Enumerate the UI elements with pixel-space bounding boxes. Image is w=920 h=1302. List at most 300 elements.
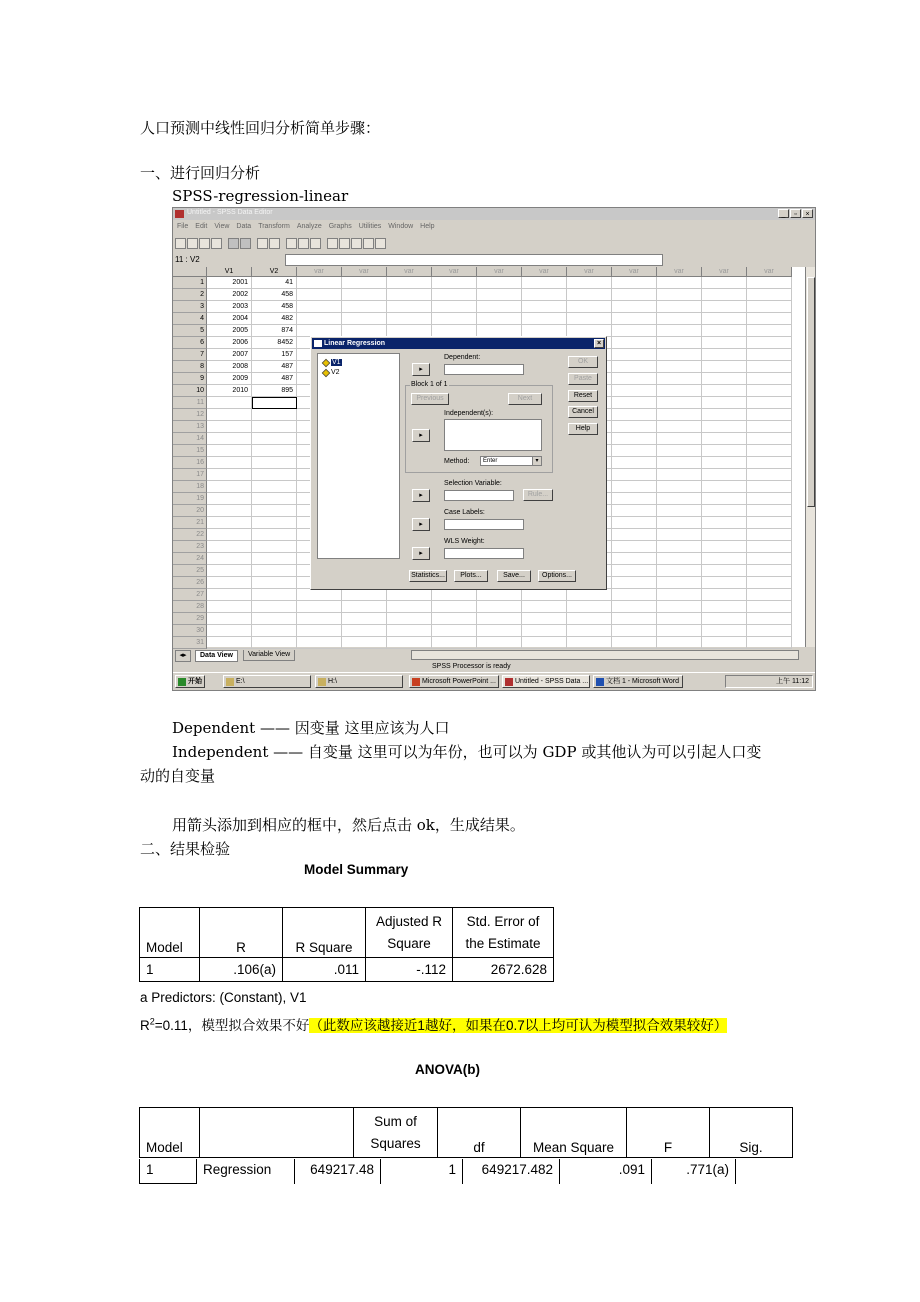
table-cell[interactable]	[252, 481, 297, 493]
menu-data[interactable]: Data	[236, 223, 252, 230]
table-cell[interactable]	[747, 589, 792, 601]
table-cell[interactable]	[702, 457, 747, 469]
table-cell[interactable]	[657, 361, 702, 373]
table-cell[interactable]	[702, 541, 747, 553]
table-cell[interactable]	[702, 469, 747, 481]
plots-button[interactable]: Plots...	[454, 570, 488, 582]
row-header[interactable]: 22	[173, 529, 207, 541]
table-cell[interactable]	[657, 373, 702, 385]
table-cell[interactable]	[612, 457, 657, 469]
table-cell[interactable]: 874	[252, 325, 297, 337]
table-cell[interactable]	[657, 385, 702, 397]
insert-case-icon[interactable]	[298, 238, 309, 249]
column-header[interactable]: V1	[207, 267, 252, 277]
table-cell[interactable]	[747, 313, 792, 325]
table-cell[interactable]	[612, 577, 657, 589]
table-cell[interactable]	[477, 301, 522, 313]
table-cell[interactable]	[477, 613, 522, 625]
move-case-labels-arrow-icon[interactable]: ▸	[412, 518, 430, 531]
menu-transform[interactable]: Transform	[258, 223, 290, 230]
table-cell[interactable]	[252, 493, 297, 505]
table-cell[interactable]	[702, 361, 747, 373]
table-cell[interactable]	[207, 421, 252, 433]
column-header[interactable]: var	[432, 267, 477, 277]
table-cell[interactable]: 895	[252, 385, 297, 397]
variable-v1[interactable]: V1	[321, 358, 342, 367]
save-icon[interactable]	[187, 238, 198, 249]
table-cell[interactable]	[702, 481, 747, 493]
table-cell[interactable]	[387, 601, 432, 613]
table-cell[interactable]	[612, 409, 657, 421]
table-cell[interactable]	[657, 433, 702, 445]
table-cell[interactable]	[657, 613, 702, 625]
table-cell[interactable]	[522, 625, 567, 637]
table-cell[interactable]	[342, 277, 387, 289]
table-cell[interactable]	[207, 553, 252, 565]
table-cell[interactable]	[522, 613, 567, 625]
row-header[interactable]: 20	[173, 505, 207, 517]
table-cell[interactable]: 157	[252, 349, 297, 361]
table-cell[interactable]	[432, 289, 477, 301]
table-cell[interactable]	[657, 637, 702, 649]
row-header[interactable]: 26	[173, 577, 207, 589]
row-header[interactable]: 14	[173, 433, 207, 445]
table-cell[interactable]	[612, 517, 657, 529]
table-cell[interactable]	[207, 601, 252, 613]
table-cell[interactable]	[387, 289, 432, 301]
table-cell[interactable]	[567, 301, 612, 313]
table-cell[interactable]	[342, 589, 387, 601]
row-header[interactable]: 29	[173, 613, 207, 625]
table-cell[interactable]: 458	[252, 289, 297, 301]
undo-icon[interactable]	[228, 238, 239, 249]
table-cell[interactable]: 8452	[252, 337, 297, 349]
next-button[interactable]: Next	[508, 393, 542, 405]
row-header[interactable]: 31	[173, 637, 207, 649]
row-header[interactable]: 5	[173, 325, 207, 337]
taskbar-item-powerpoint[interactable]: Microsoft PowerPoint ...	[409, 675, 499, 688]
table-cell[interactable]	[432, 601, 477, 613]
close-button[interactable]: ×	[802, 209, 813, 218]
dependent-field[interactable]	[444, 364, 524, 375]
table-cell[interactable]	[747, 445, 792, 457]
move-independent-arrow-icon[interactable]: ▸	[412, 429, 430, 442]
variable-v2[interactable]: V2	[321, 368, 340, 377]
table-cell[interactable]	[702, 565, 747, 577]
table-cell[interactable]	[612, 397, 657, 409]
table-cell[interactable]	[567, 313, 612, 325]
table-cell[interactable]	[252, 637, 297, 649]
row-header[interactable]: 2	[173, 289, 207, 301]
table-cell[interactable]	[297, 625, 342, 637]
table-cell[interactable]	[477, 625, 522, 637]
table-cell[interactable]	[747, 289, 792, 301]
find-icon[interactable]	[286, 238, 297, 249]
options-button[interactable]: Options...	[538, 570, 576, 582]
row-header[interactable]: 24	[173, 553, 207, 565]
table-cell[interactable]	[612, 601, 657, 613]
row-header[interactable]: 3	[173, 301, 207, 313]
table-cell[interactable]	[612, 325, 657, 337]
table-cell[interactable]	[702, 529, 747, 541]
table-cell[interactable]	[657, 589, 702, 601]
table-cell[interactable]	[207, 481, 252, 493]
table-cell[interactable]	[612, 385, 657, 397]
table-cell[interactable]: 2002	[207, 289, 252, 301]
method-select[interactable]: Enter ▾	[480, 456, 542, 466]
row-header[interactable]: 11	[173, 397, 207, 409]
table-cell[interactable]	[342, 601, 387, 613]
split-file-icon[interactable]	[327, 238, 338, 249]
table-cell[interactable]	[612, 301, 657, 313]
table-cell[interactable]: 2003	[207, 301, 252, 313]
table-cell[interactable]	[612, 373, 657, 385]
table-cell[interactable]	[252, 541, 297, 553]
row-header[interactable]: 27	[173, 589, 207, 601]
taskbar-item-e[interactable]: E:\	[223, 675, 311, 688]
row-header[interactable]: 13	[173, 421, 207, 433]
column-header[interactable]: var	[747, 267, 792, 277]
table-cell[interactable]	[747, 349, 792, 361]
table-cell[interactable]	[342, 313, 387, 325]
table-cell[interactable]	[612, 469, 657, 481]
table-cell[interactable]	[387, 589, 432, 601]
table-cell[interactable]	[432, 301, 477, 313]
row-header[interactable]: 28	[173, 601, 207, 613]
rule-button[interactable]: Rule...	[523, 489, 553, 501]
table-cell[interactable]	[612, 433, 657, 445]
table-cell[interactable]	[702, 637, 747, 649]
previous-button[interactable]: Previous	[411, 393, 449, 405]
table-cell[interactable]	[747, 457, 792, 469]
grid-corner[interactable]	[173, 267, 207, 277]
table-cell[interactable]	[657, 529, 702, 541]
move-wls-arrow-icon[interactable]: ▸	[412, 547, 430, 560]
table-cell[interactable]	[657, 565, 702, 577]
table-cell[interactable]	[567, 601, 612, 613]
menu-edit[interactable]: Edit	[195, 223, 208, 230]
table-cell[interactable]	[612, 529, 657, 541]
table-cell[interactable]	[207, 409, 252, 421]
table-cell[interactable]	[747, 301, 792, 313]
table-cell[interactable]	[252, 589, 297, 601]
table-cell[interactable]	[387, 625, 432, 637]
dialog-recall-icon[interactable]	[211, 238, 222, 249]
table-cell[interactable]	[657, 625, 702, 637]
table-cell[interactable]	[657, 577, 702, 589]
table-cell[interactable]	[747, 529, 792, 541]
table-cell[interactable]	[252, 505, 297, 517]
table-cell[interactable]	[747, 613, 792, 625]
minimize-button[interactable]: _	[778, 209, 789, 218]
table-cell[interactable]	[702, 421, 747, 433]
table-cell[interactable]	[432, 277, 477, 289]
table-cell[interactable]	[297, 289, 342, 301]
menu-view[interactable]: View	[214, 223, 230, 230]
table-cell[interactable]: 2004	[207, 313, 252, 325]
row-header[interactable]: 16	[173, 457, 207, 469]
table-cell[interactable]	[702, 385, 747, 397]
table-cell[interactable]	[252, 565, 297, 577]
table-cell[interactable]	[702, 613, 747, 625]
table-cell[interactable]	[297, 301, 342, 313]
table-cell[interactable]	[747, 277, 792, 289]
dialog-close-icon[interactable]: ×	[594, 339, 604, 348]
print-icon[interactable]	[199, 238, 210, 249]
move-selection-arrow-icon[interactable]: ▸	[412, 489, 430, 502]
table-cell[interactable]	[612, 505, 657, 517]
table-cell[interactable]	[297, 589, 342, 601]
table-cell[interactable]	[702, 349, 747, 361]
table-cell[interactable]	[477, 313, 522, 325]
table-cell[interactable]	[567, 589, 612, 601]
table-cell[interactable]	[207, 541, 252, 553]
table-cell[interactable]	[612, 421, 657, 433]
table-cell[interactable]	[657, 601, 702, 613]
table-cell[interactable]	[477, 601, 522, 613]
table-cell[interactable]	[702, 589, 747, 601]
table-cell[interactable]	[252, 625, 297, 637]
table-cell[interactable]	[612, 541, 657, 553]
table-cell[interactable]	[207, 613, 252, 625]
table-cell[interactable]: 487	[252, 361, 297, 373]
table-cell[interactable]	[207, 625, 252, 637]
table-cell[interactable]	[207, 577, 252, 589]
table-cell[interactable]: 482	[252, 313, 297, 325]
table-cell[interactable]	[747, 601, 792, 613]
goto-case-icon[interactable]	[269, 238, 280, 249]
table-cell[interactable]	[522, 301, 567, 313]
table-cell[interactable]	[747, 421, 792, 433]
value-labels-icon[interactable]	[363, 238, 374, 249]
table-cell[interactable]	[747, 397, 792, 409]
table-cell[interactable]	[207, 469, 252, 481]
table-cell[interactable]	[567, 613, 612, 625]
table-cell[interactable]	[702, 301, 747, 313]
help-button[interactable]: Help	[568, 423, 598, 435]
table-cell[interactable]	[702, 445, 747, 457]
table-cell[interactable]	[657, 445, 702, 457]
row-header[interactable]: 25	[173, 565, 207, 577]
table-cell[interactable]	[567, 637, 612, 649]
row-header[interactable]: 12	[173, 409, 207, 421]
table-cell[interactable]	[252, 553, 297, 565]
table-cell[interactable]	[387, 313, 432, 325]
table-cell[interactable]	[657, 457, 702, 469]
table-cell[interactable]	[387, 277, 432, 289]
table-cell[interactable]	[612, 361, 657, 373]
column-header[interactable]: var	[702, 267, 747, 277]
table-cell[interactable]: 458	[252, 301, 297, 313]
table-cell[interactable]	[747, 553, 792, 565]
table-cell[interactable]	[747, 361, 792, 373]
table-cell[interactable]	[387, 301, 432, 313]
table-cell[interactable]	[342, 289, 387, 301]
statistics-button[interactable]: Statistics...	[409, 570, 447, 582]
table-cell[interactable]	[657, 421, 702, 433]
table-cell[interactable]	[702, 313, 747, 325]
table-cell[interactable]	[297, 637, 342, 649]
table-cell[interactable]	[747, 493, 792, 505]
table-cell[interactable]	[747, 577, 792, 589]
table-cell[interactable]	[657, 397, 702, 409]
table-cell[interactable]	[522, 289, 567, 301]
table-cell[interactable]	[747, 337, 792, 349]
column-header[interactable]: var	[567, 267, 612, 277]
table-cell[interactable]	[252, 577, 297, 589]
table-cell[interactable]	[747, 481, 792, 493]
table-cell[interactable]	[477, 637, 522, 649]
table-cell[interactable]	[207, 457, 252, 469]
row-header[interactable]: 10	[173, 385, 207, 397]
column-header[interactable]: var	[387, 267, 432, 277]
taskbar-item-word[interactable]: 文档 1 - Microsoft Word	[593, 675, 683, 688]
table-cell[interactable]	[702, 517, 747, 529]
paste-button[interactable]: Paste	[568, 373, 598, 385]
table-cell[interactable]	[612, 637, 657, 649]
table-cell[interactable]	[702, 553, 747, 565]
table-cell[interactable]	[207, 445, 252, 457]
table-cell[interactable]	[252, 529, 297, 541]
table-cell[interactable]	[747, 469, 792, 481]
table-cell[interactable]	[702, 493, 747, 505]
table-cell[interactable]	[657, 481, 702, 493]
table-cell[interactable]	[657, 517, 702, 529]
menu-analyze[interactable]: Analyze	[296, 223, 322, 230]
menu-utilities[interactable]: Utilities	[358, 223, 382, 230]
table-cell[interactable]	[702, 577, 747, 589]
column-header[interactable]: var	[297, 267, 342, 277]
table-cell[interactable]	[702, 625, 747, 637]
column-header[interactable]: var	[657, 267, 702, 277]
taskbar-item-h[interactable]: H:\	[315, 675, 403, 688]
variable-list[interactable]	[317, 353, 400, 559]
table-cell[interactable]: 2007	[207, 349, 252, 361]
table-cell[interactable]	[747, 565, 792, 577]
table-cell[interactable]	[252, 397, 297, 409]
start-button[interactable]: 开始	[175, 675, 205, 688]
row-header[interactable]: 30	[173, 625, 207, 637]
table-cell[interactable]	[342, 625, 387, 637]
column-header[interactable]: V2	[252, 267, 297, 277]
table-cell[interactable]	[702, 337, 747, 349]
table-cell[interactable]	[747, 325, 792, 337]
insert-variable-icon[interactable]	[310, 238, 321, 249]
table-cell[interactable]	[702, 601, 747, 613]
table-cell[interactable]	[657, 409, 702, 421]
table-cell[interactable]	[612, 481, 657, 493]
table-cell[interactable]	[612, 313, 657, 325]
table-cell[interactable]	[747, 625, 792, 637]
wls-weight-field[interactable]	[444, 548, 524, 559]
row-header[interactable]: 1	[173, 277, 207, 289]
table-cell[interactable]	[207, 529, 252, 541]
table-cell[interactable]	[297, 313, 342, 325]
table-cell[interactable]	[702, 277, 747, 289]
table-cell[interactable]	[702, 373, 747, 385]
table-cell[interactable]	[612, 445, 657, 457]
table-cell[interactable]	[657, 505, 702, 517]
horizontal-scrollbar[interactable]	[411, 650, 799, 660]
table-cell[interactable]	[612, 349, 657, 361]
move-dependent-arrow-icon[interactable]: ▸	[412, 363, 430, 376]
row-header[interactable]: 15	[173, 445, 207, 457]
table-cell[interactable]	[657, 313, 702, 325]
table-cell[interactable]	[252, 517, 297, 529]
save-button[interactable]: Save...	[497, 570, 531, 582]
table-cell[interactable]	[657, 337, 702, 349]
table-cell[interactable]	[657, 493, 702, 505]
table-cell[interactable]	[522, 589, 567, 601]
table-cell[interactable]	[207, 505, 252, 517]
table-cell[interactable]	[747, 517, 792, 529]
ok-button[interactable]: OK	[568, 356, 598, 368]
table-cell[interactable]	[657, 553, 702, 565]
column-header[interactable]: var	[342, 267, 387, 277]
case-labels-field[interactable]	[444, 519, 524, 530]
goto-chart-icon[interactable]	[257, 238, 268, 249]
row-header[interactable]: 6	[173, 337, 207, 349]
table-cell[interactable]	[522, 313, 567, 325]
table-cell[interactable]	[342, 301, 387, 313]
table-cell[interactable]	[387, 613, 432, 625]
table-cell[interactable]	[252, 409, 297, 421]
table-cell[interactable]	[387, 637, 432, 649]
table-cell[interactable]	[432, 625, 477, 637]
table-cell[interactable]	[702, 325, 747, 337]
row-header[interactable]: 8	[173, 361, 207, 373]
table-cell[interactable]	[747, 505, 792, 517]
menu-graphs[interactable]: Graphs	[328, 223, 352, 230]
table-cell[interactable]	[567, 277, 612, 289]
table-cell[interactable]	[207, 433, 252, 445]
table-cell[interactable]	[567, 289, 612, 301]
row-header[interactable]: 18	[173, 481, 207, 493]
table-cell[interactable]	[252, 457, 297, 469]
table-cell[interactable]: 2009	[207, 373, 252, 385]
selection-variable-field[interactable]	[444, 490, 514, 501]
table-cell[interactable]	[432, 589, 477, 601]
column-header[interactable]: var	[477, 267, 522, 277]
table-cell[interactable]: 487	[252, 373, 297, 385]
row-header[interactable]: 7	[173, 349, 207, 361]
table-cell[interactable]	[702, 433, 747, 445]
table-cell[interactable]	[702, 505, 747, 517]
table-cell[interactable]	[477, 589, 522, 601]
table-cell[interactable]	[342, 637, 387, 649]
table-cell[interactable]: 2010	[207, 385, 252, 397]
table-cell[interactable]	[567, 625, 612, 637]
row-header[interactable]: 19	[173, 493, 207, 505]
table-cell[interactable]: 2001	[207, 277, 252, 289]
table-cell[interactable]	[702, 289, 747, 301]
row-header[interactable]: 4	[173, 313, 207, 325]
cancel-button[interactable]: Cancel	[568, 406, 598, 418]
table-cell[interactable]	[477, 289, 522, 301]
table-cell[interactable]	[477, 277, 522, 289]
table-cell[interactable]	[612, 553, 657, 565]
table-cell[interactable]	[252, 469, 297, 481]
table-cell[interactable]	[702, 397, 747, 409]
table-cell[interactable]: 2008	[207, 361, 252, 373]
row-header[interactable]: 17	[173, 469, 207, 481]
table-cell[interactable]	[657, 349, 702, 361]
table-cell[interactable]: 2006	[207, 337, 252, 349]
table-cell[interactable]	[252, 421, 297, 433]
table-cell[interactable]	[207, 637, 252, 649]
menu-help[interactable]: Help	[420, 223, 435, 230]
table-cell[interactable]: 2005	[207, 325, 252, 337]
